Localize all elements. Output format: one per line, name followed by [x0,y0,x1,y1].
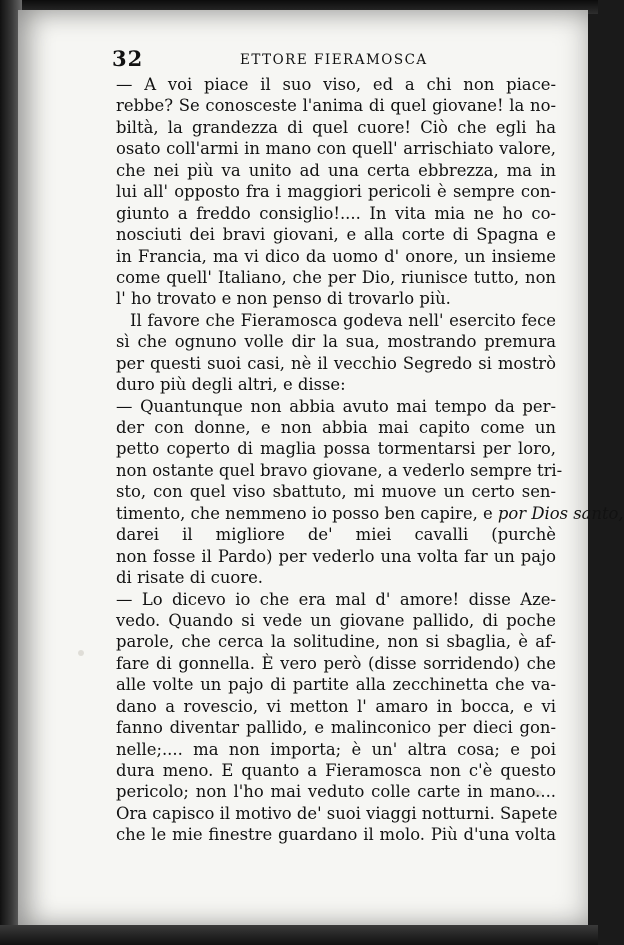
text-line: nosciuti dei bravi giovani, e alla corte di Spagna e [116,225,556,245]
text-line: dano a rovescio, vi metton l' amaro in bocca, e vi [116,696,556,716]
text-line: rebbe? Se conosceste l'anima di quel giovane! la no- [116,96,556,116]
text-line: duro più degli altri, e disse: [116,375,346,395]
text-line: Ora capisco il motivo de' suoi viaggi notturni. Sapete [116,803,558,823]
text-line: lui all' opposto fra i maggiori pericoli è sempre con- [116,182,556,202]
text-line: — A voi piace il suo viso, ed a chi non piace- [116,75,556,94]
page-number: 32 [112,46,144,71]
book-page [18,10,624,928]
text-line: che nei più va unito ad una certa ebbrezza, ma in [116,160,556,180]
text-line: parole, che cerca la solitudine, non si sbaglia, è af- [116,632,556,652]
running-head: ETTORE FIERAMOSCA [240,52,428,68]
text-line: non fosse il Pardo) per vederlo una volta far un pajo [116,546,556,566]
text-line: — Lo dicevo io che era mal d' amore! disse Aze- [116,589,556,609]
text-line: che le mie finestre guardano il molo. Più d'una volta [116,825,556,845]
text-line: l' ho trovato e non penso di trovarlo più. [116,289,451,309]
text-span: timento, che nemmeno io posso ben capire, e [116,503,498,523]
italic-phrase: por Dios santo, [497,503,624,523]
text-line: Il favore che Fieramosca godeva nell' esercito fece [130,310,556,330]
body-text [116,74,624,846]
scan-border-bottom [0,925,598,945]
text-line: di risate di cuore. [116,568,263,588]
text-line [116,503,624,524]
text-line: der con donne, e non abbia mai capito come un [116,418,556,437]
text-line: giunto a freddo consiglio!.... In vita mia ne ho co- [116,203,556,223]
text-line: come quell' Italiano, che per Dio, riunisce tutto, non [116,267,556,287]
text-line: sì che ognuno volle dir la sua, mostrando premura [116,332,556,352]
text-line: fanno diventar pallido, e malinconico per dieci gon- [116,718,556,738]
text-line: per questi suoi casi, nè il vecchio Segredo si mostrò [116,353,556,373]
text-line: biltà, la grandezza di quel cuore! Ciò che egli ha [116,117,556,137]
text-line: pericolo; non l'ho mai veduto colle carte in mano.... [116,782,556,802]
text-line: petto coperto di maglia possa tormentarsi per loro, [116,439,556,459]
text-line: in Francia, ma vi dico da uomo d' onore, un insieme [116,246,556,266]
text-line: alle volte un pajo di partite alla zecchinetta che va- [116,675,556,695]
text-line: — Quantunque non abbia avuto mai tempo da per- [116,396,556,416]
text-line: darei il migliore de' miei cavalli (purchè [116,525,556,545]
paper-stain [78,650,84,656]
text-line: non ostante quel bravo giovane, a vederlo sempre tri- [116,460,563,480]
text-line: fare di gonnella. È vero però (disse sorridendo) che [116,653,556,673]
text-line: nelle;.... ma non importa; è un' altra cosa; e poi [116,739,556,759]
text-line: sto, con quel viso sbattuto, mi muove un certo sen- [116,482,556,502]
page-header [112,46,552,76]
text-line: vedo. Quando si vede un giovane pallido, di poche [116,610,556,630]
text-line: osato coll'armi in mano con quell' arrischiato valore, [116,139,556,159]
text-line: dura meno. E quanto a Fieramosca non c'è questo [116,761,556,780]
